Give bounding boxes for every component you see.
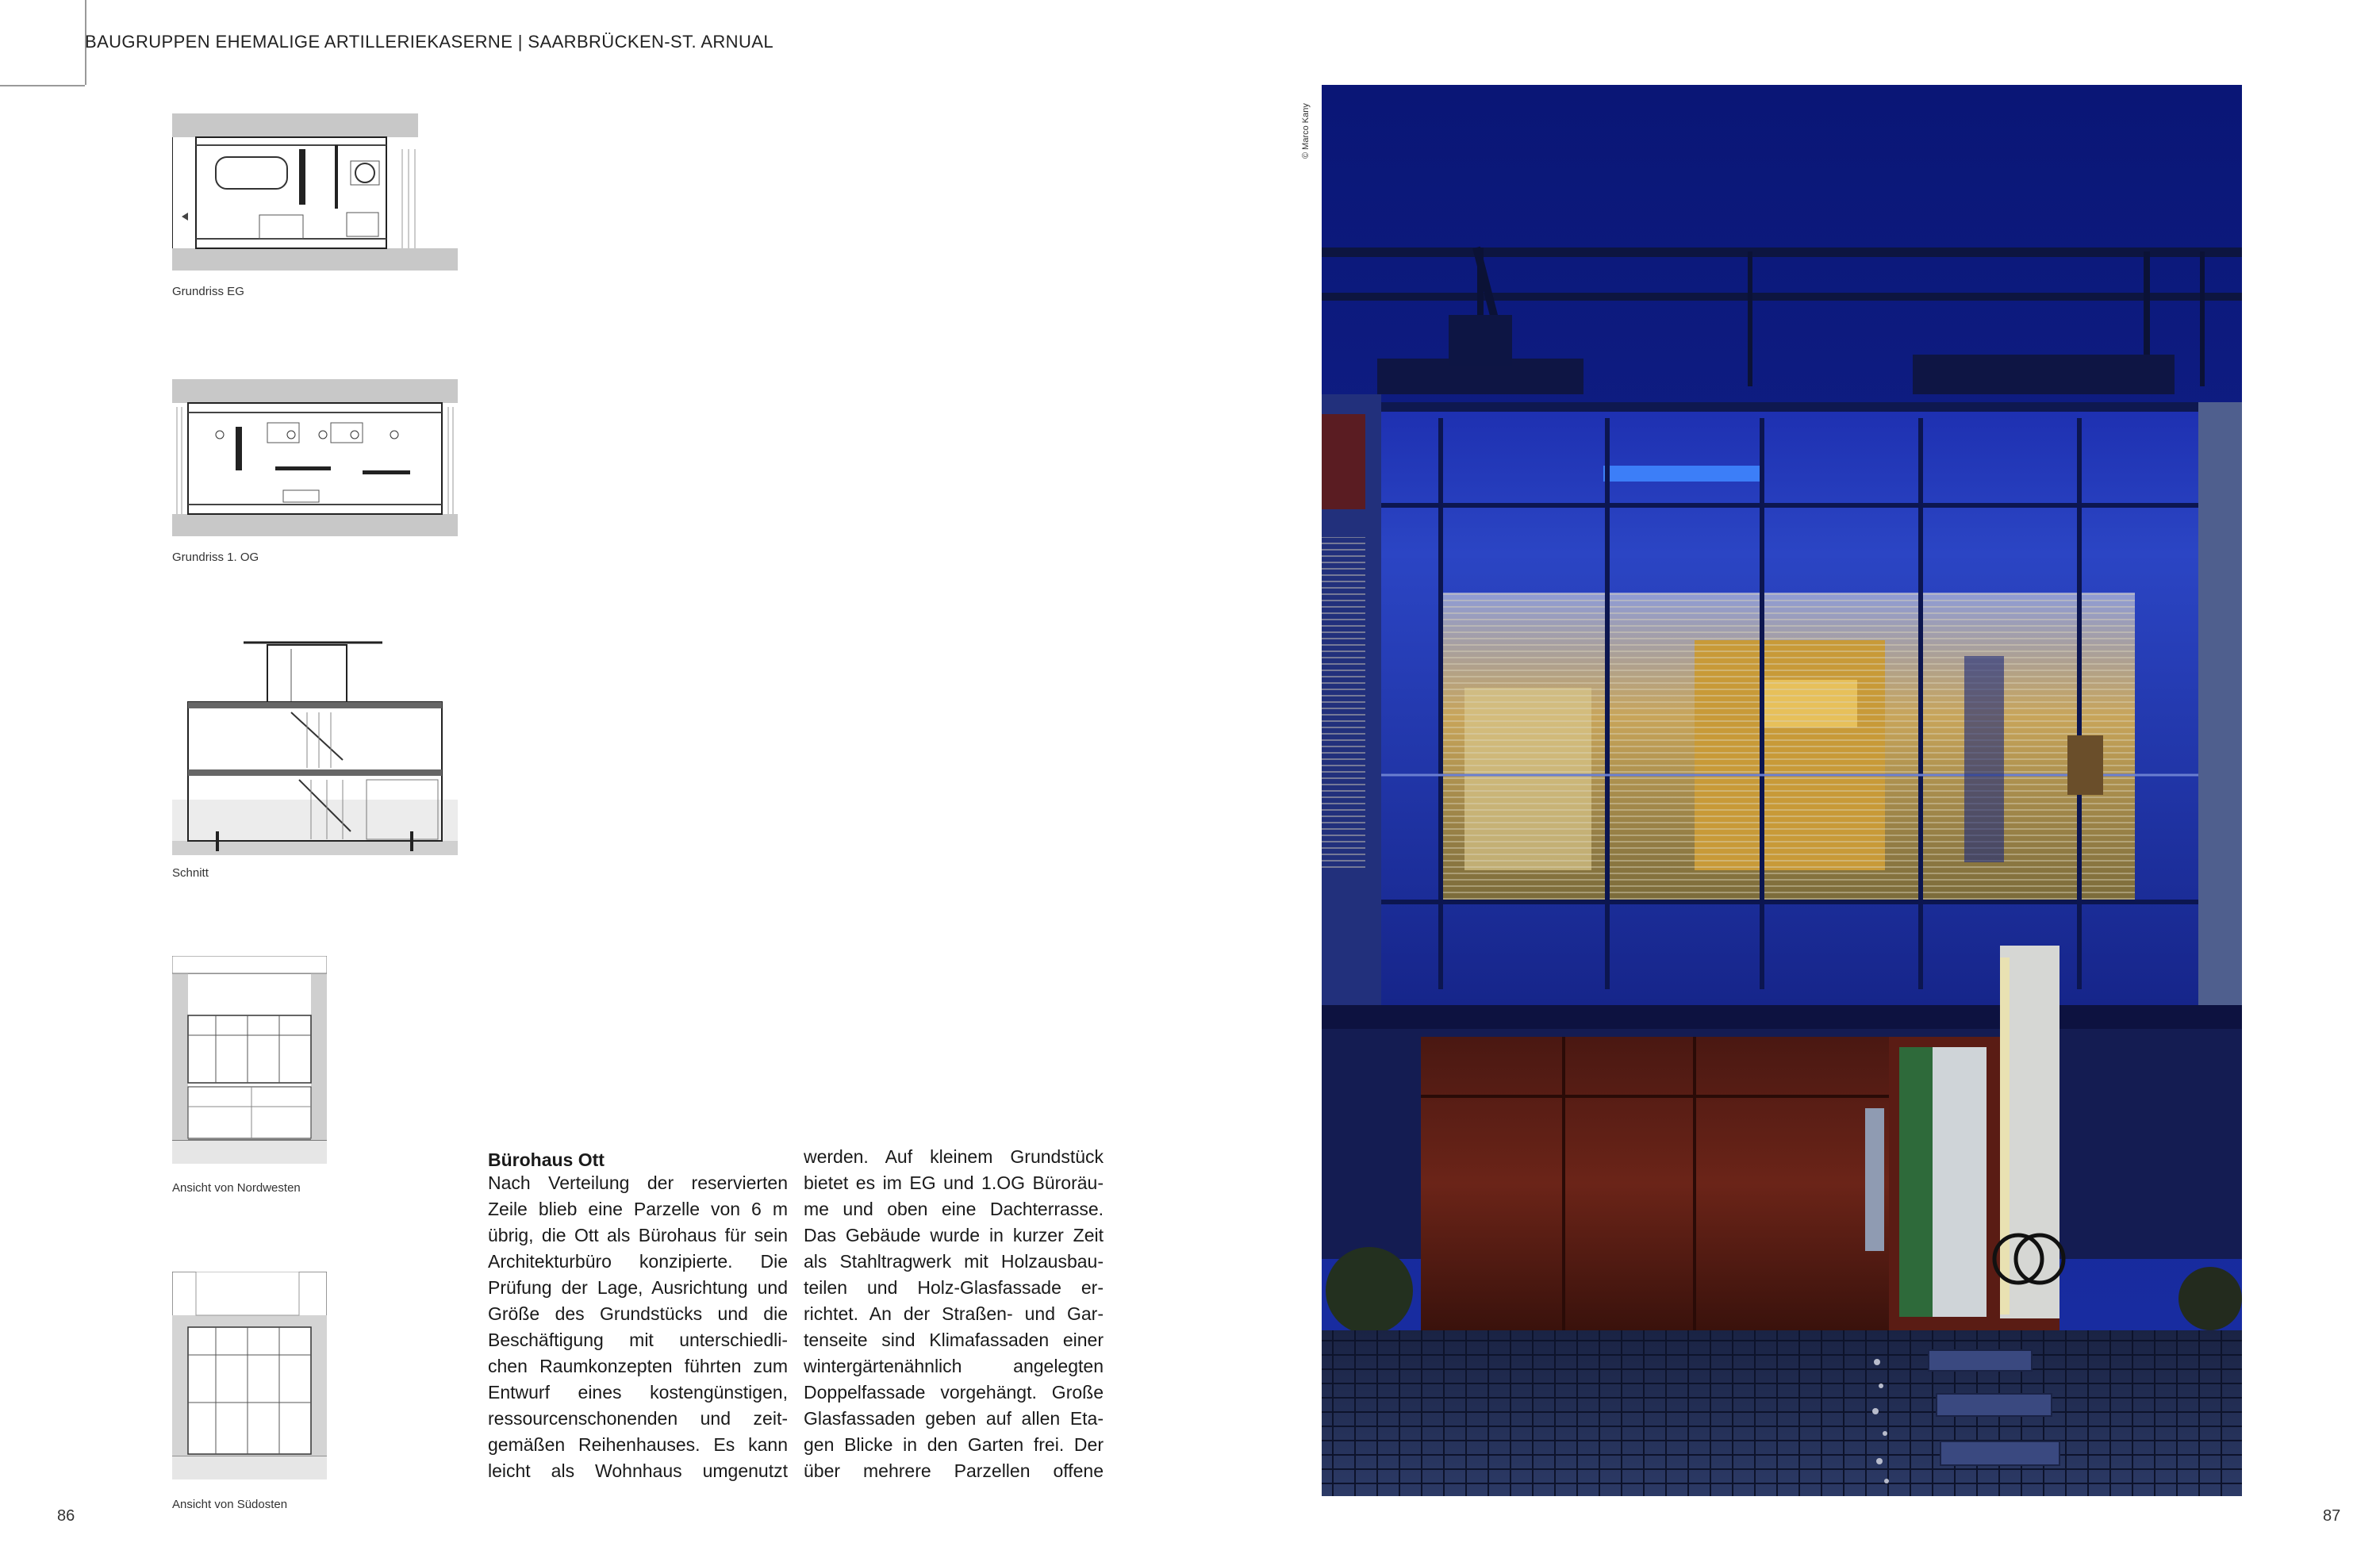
floor-plan-first-drawing (172, 379, 462, 538)
text-line: über mehrere Parzellen offene (804, 1460, 1104, 1481)
text-line: Doppelfassade vorgehängt. Große (804, 1382, 1104, 1403)
text-line: gen Blicke in den Garten frei. Der (804, 1434, 1104, 1455)
text-line: gemäßen Reihenhauses. Es kann (488, 1434, 788, 1455)
text-line: übrig, die Ott als Bürohaus für sein (488, 1225, 788, 1245)
text-line: Das Gebäude wurde in kurzer Zeit (804, 1225, 1104, 1245)
floor-plan-ground-drawing (172, 113, 462, 272)
text-line: Zeile blieb eine Parzelle von 6 m (488, 1199, 788, 1219)
section-drawing (172, 641, 462, 855)
text-line: chen Raumkonzepten führten zum (488, 1356, 788, 1376)
text-line: me und oben eine Dachterrasse. (804, 1199, 1104, 1219)
running-header: BAUGRUPPEN EHEMALIGE ARTILLERIEKASERNE | SAARBRÜCKEN-ST. ARNUAL (85, 32, 774, 52)
text-line: ressourcenschonenden und zeit- (488, 1408, 788, 1429)
text-line: bietet es im EG und 1.OG Büroräu- (804, 1172, 1104, 1193)
article-column-1 (488, 1170, 788, 1484)
text-line: richtet. An der Straßen- und Gar- (804, 1303, 1104, 1324)
crop-mark-horizontal (0, 85, 85, 86)
text-line: teilen und Holz-Glasfassade er- (804, 1277, 1104, 1298)
text-line: Größe des Grundstücks und die (488, 1303, 788, 1324)
page-number-right: 87 (2323, 1507, 2341, 1525)
photo-credit (1301, 87, 1317, 159)
elevation-southeast-drawing (172, 1272, 327, 1479)
caption-grundriss-1-og: Grundriss 1. OG (172, 551, 259, 564)
caption-ansicht-nordwesten: Ansicht von Nordwesten (172, 1181, 301, 1195)
text-line: Nach Verteilung der reservierten (488, 1172, 788, 1193)
text-line: als Stahltragwerk mit Holzausbau- (804, 1251, 1104, 1272)
page-number-left: 86 (57, 1507, 75, 1525)
text-line: tenseite sind Klimafassaden einer (804, 1330, 1104, 1350)
caption-grundriss-eg: Grundriss EG (172, 285, 244, 298)
text-line: Prüfung der Lage, Ausrichtung und (488, 1277, 788, 1298)
text-line: werden. Auf kleinem Grundstück (804, 1146, 1104, 1167)
caption-schnitt: Schnitt (172, 866, 209, 880)
text-line: leicht als Wohnhaus umgenutzt (488, 1460, 788, 1481)
caption-ansicht-suedosten: Ansicht von Südosten (172, 1498, 288, 1511)
text-line: Entwurf eines kostengünstigen, (488, 1382, 788, 1403)
building-night-photo (1322, 85, 2242, 1496)
text-line: wintergärtenähnlich angelegten (804, 1356, 1104, 1376)
photo-credit-text: © Marco Kany (1301, 103, 1311, 159)
text-line: Glasfassaden geben auf allen Eta- (804, 1408, 1104, 1429)
article-title: Bürohaus Ott (488, 1149, 605, 1170)
text-line: Architekturbüro konzipierte. Die (488, 1251, 788, 1272)
text-line: Beschäftigung mit unterschiedli- (488, 1330, 788, 1350)
article-column-2 (804, 1144, 1104, 1484)
elevation-northwest-drawing (172, 956, 327, 1164)
